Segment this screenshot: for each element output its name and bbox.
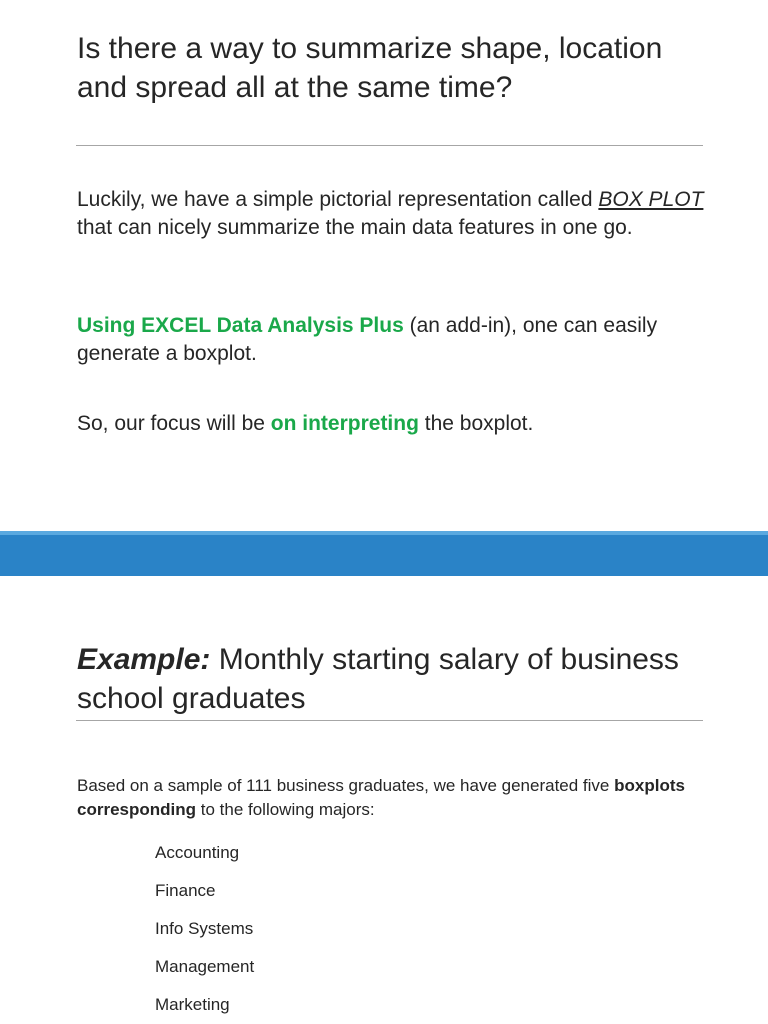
slide-title-text: Monthly starting salary of business school graduates	[77, 643, 679, 715]
interpreting-highlight: on interpreting	[270, 412, 419, 435]
list-item: Marketing	[155, 995, 230, 1014]
excel-addin-highlight: Using EXCEL Data Analysis Plus	[77, 314, 404, 337]
slide-salary-example	[0, 576, 768, 1024]
example-label: Example:	[77, 643, 211, 676]
paragraph-sample-description	[77, 774, 707, 822]
list-item: Info Systems	[155, 919, 254, 938]
p3-text-start: So, our focus will be	[77, 412, 271, 435]
paragraph-excel-addin	[77, 312, 707, 368]
slide-title	[77, 29, 703, 107]
box-plot-term: BOX PLOT	[598, 188, 704, 211]
paragraph-focus	[77, 410, 707, 438]
boxplots-bold: boxplots corresponding	[77, 776, 685, 819]
slide-title	[77, 640, 703, 718]
list-item: Accounting	[155, 843, 240, 862]
list-item: Finance	[155, 881, 216, 900]
title-underline	[76, 145, 703, 146]
intro-text-start: Based on a sample of 111 business graduates, we have generated five	[77, 776, 615, 795]
slide-separator-band	[0, 531, 768, 576]
intro-text-end: to the following majors:	[196, 800, 375, 819]
majors-list	[155, 834, 254, 1024]
list-item: Management	[155, 957, 255, 976]
p2-text-end: (an add-in), one can easily generate a boxplot.	[77, 314, 658, 365]
p1-text-end: that can nicely summarize the main data features in one go.	[77, 216, 633, 239]
p1-text-start: Luckily, we have a simple pictorial representation called	[77, 188, 599, 211]
slide-title-text: Is there a way to summarize shape, location and spread all at the same time?	[77, 32, 663, 104]
title-underline	[76, 720, 703, 721]
paragraph-box-plot-intro	[77, 186, 707, 242]
p3-text-end: the boxplot.	[418, 412, 534, 435]
